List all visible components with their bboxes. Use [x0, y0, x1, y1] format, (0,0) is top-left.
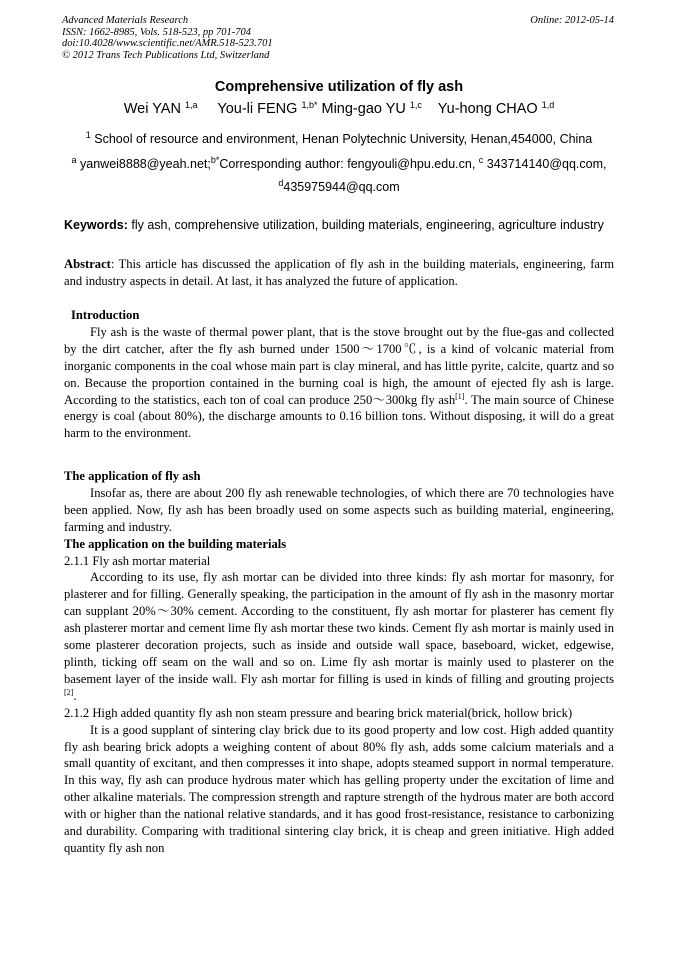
intro-text: Fly ash is the waste of thermal power plant, that is the stove brought out by the flue-gas and collected by the dirt catcher, after the fly ash burned under 1500～1700℃, is a kind of volcanic material from inorganic components in the coal whose main part is clay mineral, and has little pyrite, calcite, quartz and so on. Because the proportion contained in the burning coal is high, the amount of ejected fly ash is large. According to the statistics, each ton of coal can produce 250～300kg fly ash [64, 324, 614, 407]
doi-line: doi:10.4028/www.scientific.net/AMR.518-523.701 [62, 38, 273, 49]
subsection-2-1-1-heading: 2.1.1 Fly ash mortar material [64, 553, 211, 568]
introduction-heading: Introduction [71, 308, 140, 322]
subsection-2-1-2-heading: 2.1.2 High added quantity fly ash non steam pressure and bearing brick material(brick, hollow brick) [64, 705, 573, 720]
introduction-paragraph [64, 324, 614, 442]
email-mark-d: d [278, 178, 284, 188]
issn-line: ISSN: 1662-8985, Vols. 518-523, pp 701-704 [62, 26, 251, 38]
abstract [64, 256, 614, 290]
email-b: Corresponding author: fengyouli@hpu.edu.cn, [219, 157, 479, 171]
affiliation [0, 130, 678, 146]
citation: [2] [64, 687, 74, 697]
introduction-section [64, 307, 614, 442]
author-list [0, 100, 678, 117]
email-mark-b: b* [210, 155, 220, 165]
journal-header [62, 15, 273, 61]
affiliation-text: School of resource and environment, Henan Polytechnic University, Henan,454000, China [94, 132, 593, 146]
abstract-text: : This article has discussed the application of fly ash in the building materials, engineering, farm and industry aspects in detail. At last, it has analyzed the future of application. [64, 257, 614, 288]
online-date: Online: 2012-05-14 [530, 15, 614, 26]
application-paragraph: Insofar as, there are about 200 fly ash renewable technologies, of which there are 70 technologies have been applied. Now, fly ash has been broadly used on some aspects such as building material, engineering, farming and industry. [64, 485, 614, 534]
author-name: Yu-hong CHAO [437, 101, 542, 117]
mortar-text-end: . [73, 688, 77, 703]
author-affiliation-mark: 1,b* [301, 100, 318, 110]
author-affiliation-mark: 1,c [409, 100, 422, 110]
copyright-line: © 2012 Trans Tech Publications Ltd, Switzerland [62, 49, 270, 61]
keywords [64, 218, 604, 232]
journal-name: Advanced Materials Research [62, 15, 189, 26]
mortar-text: According to its use, fly ash mortar can be divided into three kinds: fly ash mortar for masonry, for plasterer and for filling. Generally speaking, the participation in the amount of fly ash in the masonry mortar can supplant 20%～30% cement. According to the constituent, fly ash mortar for plasterer has cement fly ash plasterer mortar and cement lime fly ash mortar these two kinds. Cement fly ash mortar is mainly used in some plasterer decoration projects, such as inside and outside wall space, baseboard, wicket, edgewise, plinth, ticking off seam on the wall and so on. Lime fly ash mortar is mainly used to plasterer on the basement layer of the inside wall. Fly ash mortar for filling is used in kinds of filling and grouting projects [64, 570, 614, 686]
author-name: You-li FENG [217, 101, 302, 117]
email-line-2 [0, 178, 678, 194]
subsection-2-1-2-paragraph: It is a good supplant of sintering clay brick due to its good property and low cost. High added quantity fly ash bearing brick adopts a weighing content of about 80% fly ash, adds some calcium materials and a small quantity of excitant, and then compresses it into shape, adopts steamed support in normal temperature. In this way, fly ash can produce hydrous mater which has gelling property under the excitation of lime and other alkaline materials. The compression strength and rapture strength of the hydrous mater are both accord with or higher than the national relative standards, and it has good frost-resistance, resistance to carbonizing and durability. Comparing with traditional sintering clay brick, it is cheap and green initiative. High added quantity fly ash non [64, 722, 614, 855]
email-mark-a: a [71, 155, 77, 165]
building-heading: The application on the building materials [64, 536, 287, 551]
affiliation-mark: 1 [85, 130, 91, 140]
paper-title: Comprehensive utilization of fly ash [214, 79, 464, 95]
application-section [64, 468, 614, 857]
email-d: 435975944@qq.com [283, 180, 400, 194]
abstract-label: Abstract [64, 257, 111, 271]
application-heading: The application of fly ash [64, 469, 201, 483]
author-affiliation-mark: 1,a [184, 100, 198, 110]
author-name: Ming-gao YU [321, 101, 410, 117]
author-affiliation-mark: 1,d [541, 100, 555, 110]
citation: [1] [455, 391, 465, 401]
email-line [0, 155, 678, 171]
email-mark-c: c [478, 155, 484, 165]
intro-text-end: . The main source of Chinese energy is coal (about 80%), the discharge amounts to 0.16 billion tons. Without disposing, it will do a great harm to the environment. [64, 392, 614, 441]
keywords-label: Keywords: [64, 218, 128, 232]
subsection-2-1-1-paragraph [64, 569, 614, 704]
keywords-text: fly ash, comprehensive utilization, building materials, engineering, agriculture industry [127, 218, 604, 232]
author-name: Wei YAN [123, 101, 185, 117]
email-c: 343714140@qq.com, [486, 157, 607, 171]
email-a: yanwei8888@yeah.net; [80, 157, 211, 171]
